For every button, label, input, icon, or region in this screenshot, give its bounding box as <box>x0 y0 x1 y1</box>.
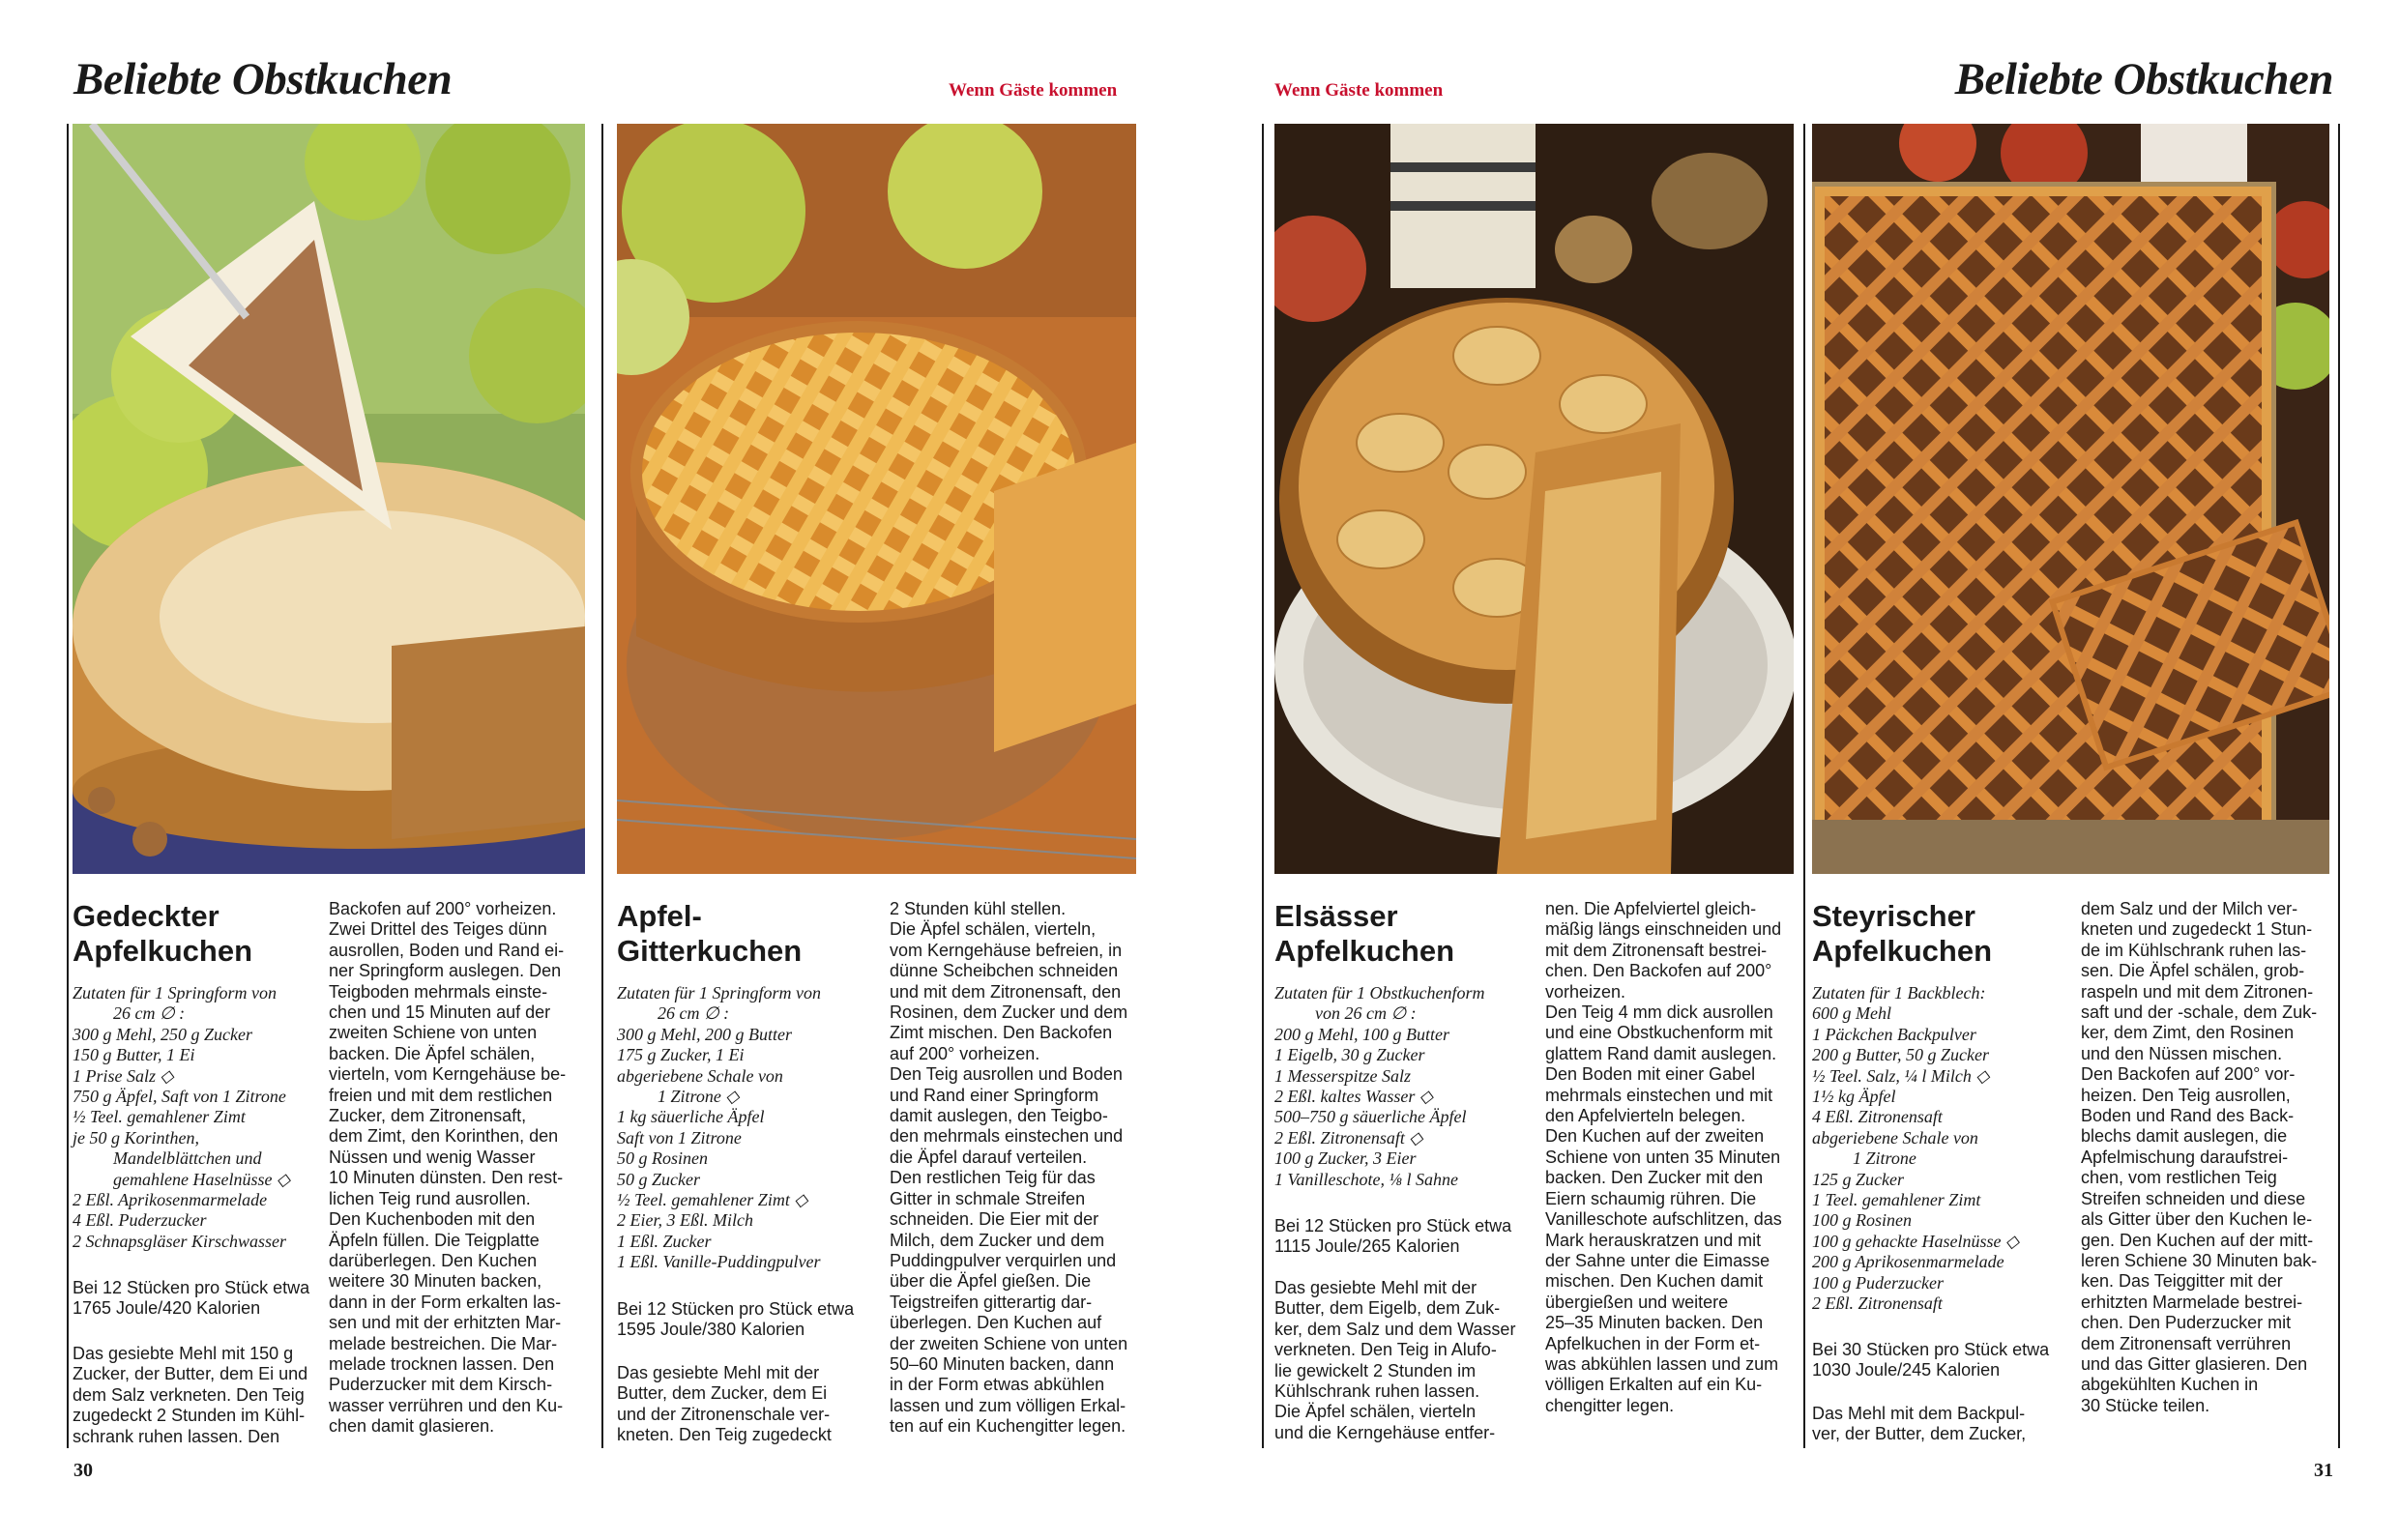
column-rule <box>67 124 69 1448</box>
method-text: Das Mehl mit dem Backpul- ver, der Butter, dem Zucker, <box>1812 1404 2027 1444</box>
page-number-right: 31 <box>2314 1460 2333 1481</box>
column-rule <box>2338 124 2340 1448</box>
method-text: Das gesiebte Mehl mit der Butter, dem Eigelb, dem Zuk- ker, dem Salz und dem Wasser verkneten. Den Teig in Alufo- lie gewickelt 2 Stunden im Kühlschrank ruhen lassen. Die Äpfel schälen, vierteln und die Kerngehäuse entfer- <box>1274 1278 1516 1442</box>
column-rule <box>1262 124 1264 1448</box>
ingredient-line: 26 cm ∅ : <box>113 1003 186 1024</box>
nutrition-info: Bei 12 Stücken pro Stück etwa 1115 Joule/265 Kalorien <box>1274 1216 1512 1257</box>
photo-apfel-gitterkuchen <box>617 124 1136 874</box>
recipe-title: Elsässer Apfelkuchen <box>1274 899 1455 968</box>
method-text: Backofen auf 200° vorheizen. Zwei Drittel des Teiges dünn ausrollen, Boden und Rand ei- ner Springform auslegen. Den Teigboden mehrmals einste- chen und 15 Minuten auf der zweiten Schiene von unten backen. Die Äpfel schälen, vierteln, vom Kerngehäuse be- freien und mit dem restlichen Zucker, dem Zitronensaft, dem Zimt, den Korinthen, den Nüssen und wenig Wasser 10 Minuten dünsten. Den rest- lichen Teig rund ausrollen. Den Kuchenboden mit den Äpfeln füllen. Die Teigplatte darüberlegen. Den Kuchen weitere 30 Minuten backen, dann in der Form erkalten las- sen und mit der erhitzten Mar- melade bestreichen. Die Mar- melade trocknen lassen. Den Puderzucker mit dem Kirsch- wasser verrühren und den Ku- chen damit glasieren. <box>329 899 567 1437</box>
method-text: dem Salz und der Milch ver- kneten und zugedeckt 1 Stun- de im Kühlschrank ruhen las- sen. Die Äpfel schälen, grob- raspeln und mit dem Zitronen- saft und der -schale, dem Zuk- ker, dem Zimt, den Rosinen und den Nüssen mischen. Den Backofen auf 200° vor- heizen. Den Teig ausrollen, Boden und Rand des Back- blechs damit auslegen, die Apfelmischung daraufstrei- chen, vom restlichen Teig Streifen schneiden und diese als Gitter über den Kuchen le- gen. Den Kuchen auf der mitt- leren Schiene 30 Minuten bak- ken. Das Teiggitter mit der erhitzten Marmelade bestrei- chen. Den Puderzucker mit dem Zitronensaft verrühren und das Gitter glasieren. Den abgekühlten Kuchen in 30 Stücke teilen. <box>2081 899 2318 1415</box>
ingredient-list: Zutaten für 1 Springform von 26 cm ∅ : 300 g Mehl, 200 g Butter 175 g Zucker, 1 Ei abgeriebene Schale von 1 Zitrone ◇ 1 kg säuerliche Äpfel Saft von 1 Zitrone 50 g Rosinen 50 g Zucker ½ Teel. gemahlener Zimt ◇ 2 Eier, 3 Eßl. Milch 1 Eßl. Zucker 1 Eßl. Vanille-Puddingpulver <box>617 983 822 1272</box>
photo-elsaesser-apfelkuchen <box>1274 124 1794 874</box>
column-rule <box>1803 124 1805 1448</box>
method-text: 2 Stunden kühl stellen. Die Äpfel schälen, vierteln, vom Kerngehäuse befreien, in dünne Scheibchen schneiden und mit dem Zitronensaft, den Rosinen, dem Zucker und dem Zimt mischen. Den Backofen auf 200° vorheizen. Den Teig ausrollen und Boden und Rand einer Springform damit auslegen, den Teigbo- den mehrmals einstechen und die Äpfel darauf verteilen. Den restlichen Teig für das Gitter in schmale Streifen schneiden. Die Eier mit der Milch, dem Zucker und dem Puddingpulver verquirlen und über die Äpfel gießen. Die Teigstreifen gitterartig dar- überlegen. Den Kuchen auf der zweiten Schiene von unten 50–60 Minuten backen, dann in der Form etwas abkühlen lassen und zum völligen Erkal- ten auf ein Kuchengitter legen. <box>890 899 1128 1437</box>
recipe-title: Apfel- Gitterkuchen <box>617 899 803 968</box>
photo-gedeckter-apfelkuchen <box>73 124 585 874</box>
ingredient-list: Zutaten für 1 Obstkuchenform von 26 cm ∅ : 200 g Mehl, 100 g Butter 1 Eigelb, 30 g Zucker 1 Messerspitze Salz 2 Eßl. kaltes Wasser ◇ 500–750 g säuerliche Äpfel 2 Eßl. Zitronensaft ◇ 100 g Zucker, 3 Eier 1 Vanilleschote, ⅛ l Sahne <box>1274 983 1485 1189</box>
right-page-title: Beliebte Obstkuchen <box>1954 54 2333 104</box>
recipe-title: Steyrischer Apfelkuchen <box>1812 899 1993 968</box>
left-page-kicker: Wenn Gäste kommen <box>949 80 1118 101</box>
nutrition-info: Bei 30 Stücken pro Stück etwa 1030 Joule/245 Kalorien <box>1812 1340 2050 1380</box>
photo-steyrischer-apfelkuchen <box>1812 124 2329 874</box>
ingredient-list: Zutaten für 1 Springform von 26 cm ∅ : 300 g Mehl, 250 g Zucker 150 g Butter, 1 Ei 1 Prise Salz ◇ 750 g Äpfel, Saft von 1 Zitrone ½ Teel. gemahlener Zimt je 50 g Korinthen, Mandelblättchen und gemahlene Haselnüsse ◇ 2 Eßl. Aprikosenmarmelade 4 Eßl. Puderzucker 2 Schnapsgläser Kirschwasser <box>73 983 290 1251</box>
method-text: nen. Die Apfelviertel gleich- mäßig längs einschneiden und mit dem Zitronensaft bestrei- chen. Den Backofen auf 200° vorheizen. Den Teig 4 mm dick ausrollen und eine Obstkuchenform mit glattem Rand damit auslegen. Den Boden mit einer Gabel mehrmals einstechen und mit den Apfelvierteln belegen. Den Kuchen auf der zweiten Schiene von unten 35 Minuten backen. Den Zucker mit den Eiern schaumig rühren. Die Vanilleschote aufschlitzen, das Mark herauskratzen und mit der Sahne unter die Eimasse mischen. Den Kuchen damit übergießen und weitere 25–35 Minuten backen. Den Apfelkuchen in der Form et- was abkühlen lassen und zum völligen Erkalten auf ein Ku- chengitter legen. <box>1545 899 1782 1415</box>
method-text: Das gesiebte Mehl mit 150 g Zucker, der Butter, dem Ei und dem Salz verkneten. Den Teig zugedeckt 2 Stunden im Kühl- schrank ruhen lassen. Den <box>73 1344 308 1446</box>
right-page-kicker: Wenn Gäste kommen <box>1274 80 1444 101</box>
nutrition-info: Bei 12 Stücken pro Stück etwa 1765 Joule/420 Kalorien <box>73 1278 310 1319</box>
ingredient-list: Zutaten für 1 Backblech: 600 g Mehl 1 Päckchen Backpulver 200 g Butter, 50 g Zucker ½ Teel. Salz, ¼ l Milch ◇ 1½ kg Äpfel 4 Eßl. Zitronensaft abgeriebene Schale von 1 Zitrone 125 g Zucker 1 Teel. gemahlener Zimt 100 g Rosinen 100 g gehackte Haselnüsse ◇ 200 g Aprikosenmarmelade 100 g Puderzucker 2 Eßl. Zitronensaft <box>1812 983 2019 1314</box>
column-rule <box>601 124 603 1448</box>
page-number-left: 30 <box>73 1460 93 1481</box>
method-text: Das gesiebte Mehl mit der Butter, dem Zucker, dem Ei und der Zitronenschale ver- kneten. Den Teig zugedeckt <box>617 1363 832 1445</box>
left-page-title: Beliebte Obstkuchen <box>73 54 453 104</box>
recipe-title: Gedeckter Apfelkuchen <box>73 899 253 968</box>
nutrition-info: Bei 12 Stücken pro Stück etwa 1595 Joule/380 Kalorien <box>617 1299 855 1340</box>
